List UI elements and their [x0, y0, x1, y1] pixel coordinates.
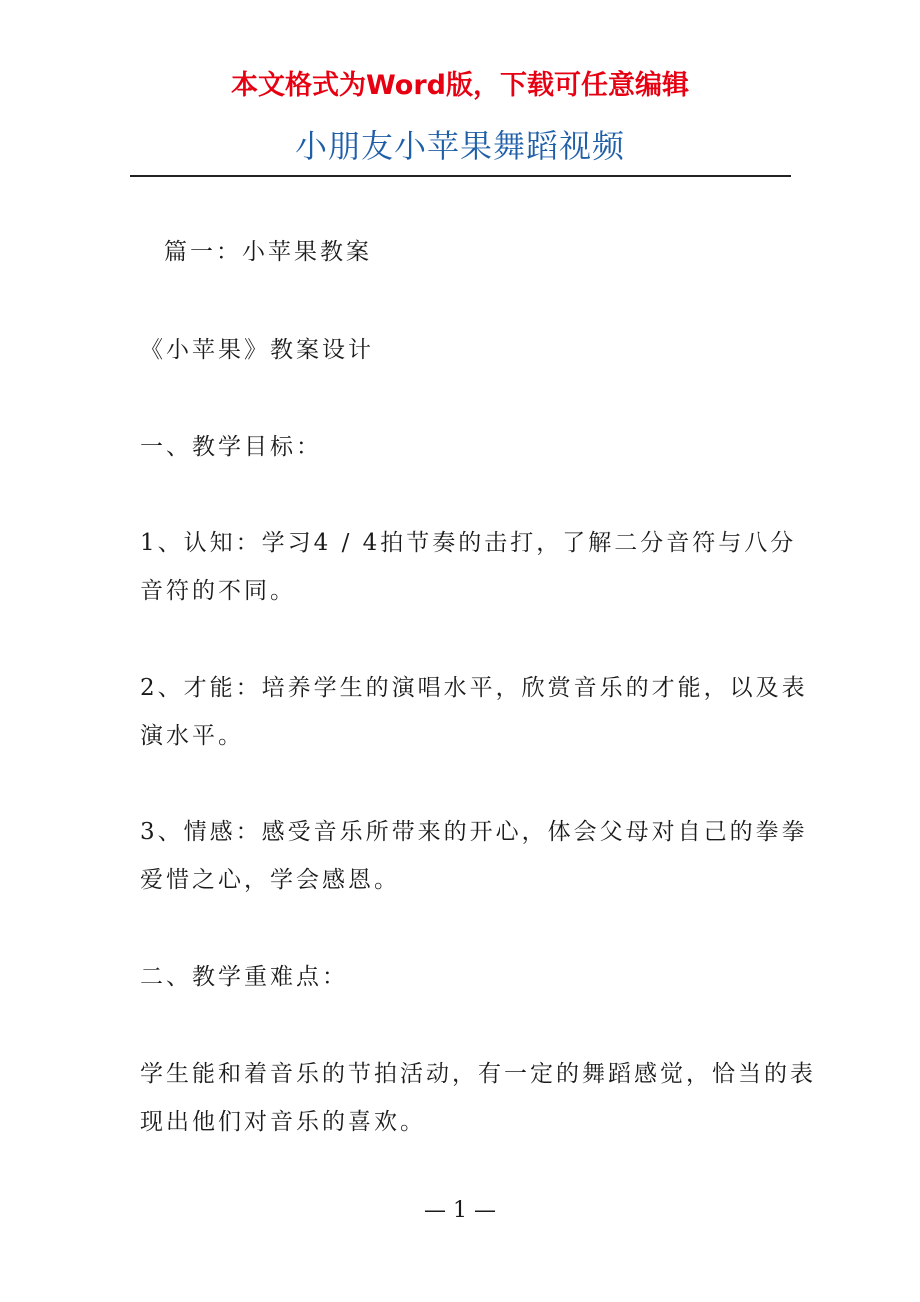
- goal-1-line-1: 1、认知：学习4 / 4拍节奏的击打，了解二分音符与八分: [140, 530, 797, 556]
- format-notice-banner: 本文格式为Word版，下载可任意编辑: [230, 70, 689, 101]
- goal-3-line-1: 3、情感：感受音乐所带来的开心，体会父母对自己的拳拳: [140, 819, 808, 845]
- page-number: — 1 —: [424, 1198, 496, 1223]
- goal-2-line-2: 演水平。: [140, 723, 244, 749]
- key-points-line-1: 学生能和着音乐的节拍活动，有一定的舞蹈感觉，恰当的表: [140, 1061, 816, 1087]
- goal-2-line-1: 2、才能：培养学生的演唱水平，欣赏音乐的才能，以及表: [140, 675, 808, 701]
- key-points-heading: 二、教学重难点：: [140, 964, 348, 990]
- teaching-goals-heading: 一、教学目标：: [140, 434, 322, 460]
- lesson-design-title: 《小苹果》教案设计: [140, 337, 374, 363]
- goal-3-line-2: 爱惜之心，学会感恩。: [140, 867, 400, 893]
- document-title: 小朋友小苹果舞蹈视频: [294, 127, 625, 165]
- section-heading: 篇一：小苹果教案: [164, 239, 372, 265]
- title-divider: [130, 175, 791, 177]
- goal-1-line-2: 音符的不同。: [140, 578, 296, 604]
- key-points-line-2: 现出他们对音乐的喜欢。: [140, 1109, 426, 1135]
